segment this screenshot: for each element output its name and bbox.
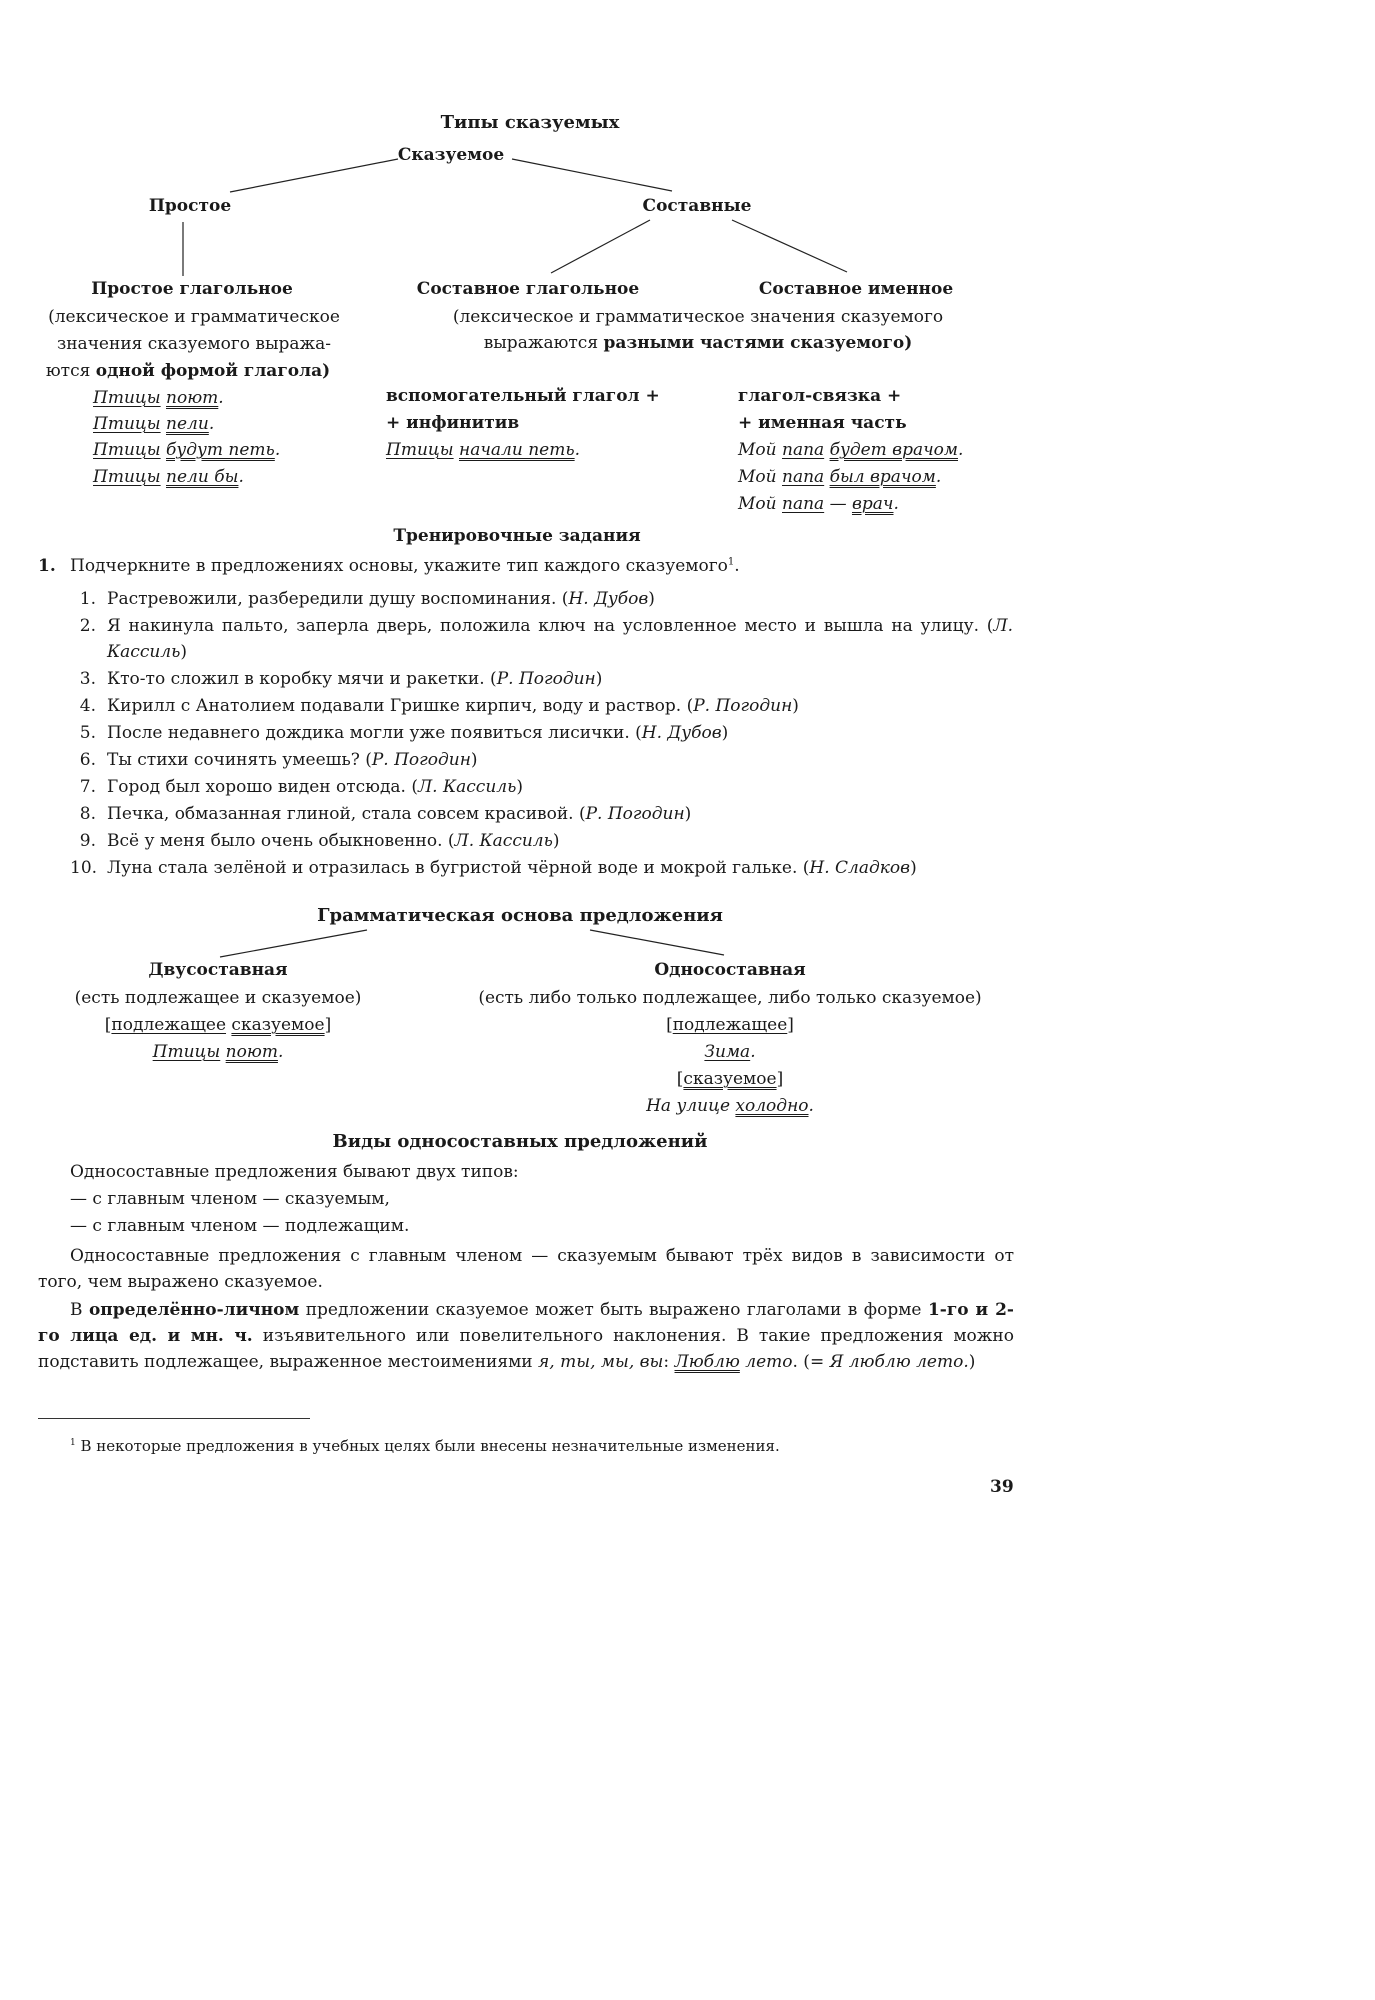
compound-nominal-example-1 <box>738 440 963 460</box>
item-close: ) <box>595 669 603 689</box>
compound-nominal-example-3 <box>738 494 899 514</box>
example-predicate: поют <box>225 1042 278 1062</box>
item-sentence: Печка, обмазанная глиной, стала совсем красивой. ( <box>107 804 586 824</box>
kinds-paragraph-3 <box>38 1297 1014 1375</box>
example-subject: папа <box>782 494 825 514</box>
item-author: Н. Дубов <box>568 589 649 609</box>
footnote <box>70 1437 780 1455</box>
item-number: 1. <box>79 589 96 609</box>
example-subject: Птицы <box>93 388 161 408</box>
page-number: 39 <box>990 1477 1014 1497</box>
example-pre: Мой <box>738 440 782 460</box>
kinds-paragraph-2: Односоставные предложения с главным членом — сказуемым бывают трёх видов в зависимости от того, чем выражено сказуемое. <box>38 1246 1014 1292</box>
compound-verbal-example <box>386 440 580 460</box>
line-compound-to-verbal <box>551 220 650 273</box>
example-end: . <box>893 494 899 514</box>
one-part-formula-subject <box>666 1015 794 1035</box>
example-end: . <box>750 1042 756 1062</box>
item-number: 7. <box>79 777 96 797</box>
item-sentence: Я накинула пальто, заперла дверь, положила ключ на условленное место и вышла на улицу. ( <box>107 616 994 636</box>
kinds-dash-item-2: — с главным членом — подлежащим. <box>70 1216 410 1236</box>
two-part-example <box>153 1042 284 1062</box>
example-predicate: был врачом <box>829 467 936 487</box>
formula-subject: подлежащее <box>111 1015 227 1035</box>
compound-verbal-formula-line1: вспомогательный глагол + <box>386 386 660 406</box>
item-number: 2. <box>79 616 96 636</box>
example-predicate: будет врачом <box>829 440 958 460</box>
item-sentence: Город был хорошо виден отсюда. ( <box>107 777 418 797</box>
node-simple: Простое <box>148 196 232 216</box>
kinds-dash-item-1: — с главным членом — сказуемым, <box>70 1189 390 1209</box>
line-basis-to-two-part <box>220 930 367 957</box>
example-subject: папа <box>782 467 825 487</box>
footnote-text: В некоторые предложения в учебных целях были внесены незначительные изменения. <box>75 1437 780 1455</box>
item-author: Л. Кассиль <box>418 777 517 797</box>
item-text <box>107 801 1013 827</box>
item-close: ) <box>648 589 655 609</box>
item-sentence: Ты стихи сочинять умеешь? ( <box>107 750 372 770</box>
one-part-example-predicate <box>646 1096 814 1116</box>
bracket-open: [ <box>666 1015 673 1035</box>
item-text <box>107 720 1013 746</box>
example-mid: — <box>824 494 852 514</box>
example-subject: Зима <box>704 1042 751 1062</box>
bracket-close: ] <box>776 1069 784 1089</box>
example-end: . <box>218 388 224 408</box>
example-end: . <box>935 467 942 487</box>
simple-example-2 <box>93 414 214 434</box>
kinds-intro: Односоставные предложения бывают двух типов: <box>70 1162 519 1182</box>
example-predicate: поют <box>166 388 219 408</box>
example-end: . <box>574 440 581 460</box>
example-end: . <box>238 467 244 487</box>
item-sentence: Растревожили, разбередили душу воспоминания. ( <box>107 589 569 609</box>
para-text: : <box>663 1352 675 1372</box>
formula-subject: подлежащее <box>672 1015 788 1035</box>
example-end: . <box>277 1042 284 1062</box>
example-equivalent: Я люблю лето. <box>829 1352 969 1372</box>
item-text <box>107 693 1013 719</box>
item-sentence: Всё у меня было очень обыкновенно. ( <box>107 831 455 851</box>
example-subject: Птицы <box>152 1042 221 1062</box>
item-text <box>107 828 1013 854</box>
item-number: 6. <box>79 750 96 770</box>
item-close: ) <box>470 750 478 770</box>
line-root-to-simple <box>230 159 398 192</box>
node-predicate: Сказуемое <box>397 145 505 165</box>
formula-predicate: сказуемое <box>683 1069 777 1089</box>
one-part-formula-predicate <box>677 1069 783 1089</box>
item-author: Н. Сладков <box>809 858 911 878</box>
item-sentence: Луна стала зелёной и отразилась в бугристой чёрной воде и мокрой гальке. ( <box>107 858 810 878</box>
example-predicate: будут петь <box>166 440 275 460</box>
item-text <box>107 666 1013 692</box>
item-author: Р. Погодин <box>371 750 471 770</box>
desc-text: выражаются <box>483 333 604 353</box>
bracket-open: [ <box>676 1069 684 1089</box>
one-part-example-subject <box>704 1042 755 1062</box>
item-author: Л. Кассиль <box>454 831 553 851</box>
item-text <box>107 586 1013 612</box>
item-close: ) <box>684 804 692 824</box>
line-basis-to-one-part <box>590 930 724 955</box>
training-title: Тренировочные задания <box>393 526 641 546</box>
node-compound-nominal: Составное именное <box>758 279 954 299</box>
para-text: . (= <box>792 1352 830 1372</box>
desc-bold: одной формой глагола) <box>95 361 331 381</box>
line-root-to-compound <box>512 159 672 191</box>
simple-example-1 <box>93 388 224 408</box>
one-part-desc: (есть либо только подлежащее, либо только сказуемое) <box>478 988 982 1008</box>
two-part-desc: (есть подлежащее и сказуемое) <box>74 988 362 1008</box>
task-text: Подчеркните в предложениях основы, укажите тип каждого сказуемого <box>70 556 728 576</box>
compound-nominal-formula-line2: + именная часть <box>738 413 907 433</box>
pronouns: я, ты, мы, вы <box>538 1352 664 1372</box>
bracket-open: [ <box>104 1015 112 1035</box>
example-subject: Птицы <box>93 414 161 434</box>
simple-verbal-desc-line1: (лексическое и грамматическое <box>48 307 340 327</box>
example-predicate: Люблю <box>674 1352 740 1372</box>
item-close: ) <box>516 777 523 797</box>
example-pre: Мой <box>738 494 782 514</box>
compound-nominal-formula-line1: глагол-связка + <box>738 386 902 406</box>
item-number: 5. <box>79 723 96 743</box>
item-number: 4. <box>79 696 96 716</box>
footnote-ref: 1 <box>727 556 735 568</box>
scheme1-title: Типы сказуемых <box>440 112 620 133</box>
task-instruction <box>70 556 740 576</box>
simple-verbal-desc-line2: значения сказуемого выража- <box>56 334 332 354</box>
item-sentence: Кирилл с Анатолием подавали Гришке кирпич, воду и раствор. ( <box>107 696 694 716</box>
item-author: Р. Погодин <box>496 669 596 689</box>
term-person-number: 1-го и 2-го лица ед. и мн. ч. <box>38 1300 1014 1346</box>
kinds-title: Виды односоставных предложений <box>332 1131 708 1152</box>
item-text <box>107 747 1013 773</box>
para-text: изъявительного или повелительного наклонения. В такие предложения можно подставить подлежащее, выраженное местоимениями <box>38 1326 1014 1372</box>
example-pre: Мой <box>738 467 782 487</box>
para-text: ) <box>968 1352 976 1372</box>
compound-desc-line2 <box>484 333 913 353</box>
term-definite-personal: определённо-личном <box>88 1300 300 1320</box>
item-sentence: После недавнего дождика могли уже появиться лисички. ( <box>107 723 642 743</box>
desc-bold: разными частями сказуемого) <box>603 333 913 353</box>
example-end: . <box>208 414 215 434</box>
para-text: В <box>70 1300 89 1320</box>
simple-example-3 <box>93 440 280 460</box>
node-compound: Составные <box>642 196 752 216</box>
example-rest: лето <box>739 1352 793 1372</box>
item-number: 8. <box>79 804 96 824</box>
compound-nominal-example-2 <box>738 467 941 487</box>
node-compound-verbal: Составное глагольное <box>416 279 640 299</box>
item-number: 10. <box>70 858 98 878</box>
simple-verbal-desc-line3 <box>46 361 330 381</box>
footnote-separator <box>38 1418 310 1419</box>
example-predicate: пели бы <box>166 467 239 487</box>
compound-desc-line1: (лексическое и грамматическое значения сказуемого <box>452 307 944 327</box>
example-subject: Птицы <box>93 440 161 460</box>
example-predicate: пели <box>166 414 209 434</box>
item-number: 3. <box>79 669 96 689</box>
item-author: Р. Погодин <box>585 804 685 824</box>
item-text <box>107 774 1013 800</box>
example-end: . <box>958 440 964 460</box>
simple-example-4 <box>93 467 244 487</box>
item-author: Н. Дубов <box>641 723 722 743</box>
item-author: Р. Погодин <box>693 696 793 716</box>
item-close: ) <box>180 642 188 662</box>
node-one-part: Односоставная <box>654 960 806 980</box>
example-predicate: врач <box>851 494 894 514</box>
item-author: Л. Кассиль <box>107 616 1013 662</box>
example-end: . <box>808 1096 814 1116</box>
compound-verbal-formula-line2: + инфинитив <box>386 413 520 433</box>
task-end: . <box>734 556 740 576</box>
para-text: предложении сказуемое может быть выражено глаголами в форме <box>299 1300 928 1320</box>
footnote-mark: 1 <box>70 1438 76 1448</box>
formula-predicate: сказуемое <box>231 1015 325 1035</box>
line-compound-to-nominal <box>732 220 847 272</box>
example-subject: Птицы <box>386 440 454 460</box>
example-subject: папа <box>782 440 825 460</box>
item-close: ) <box>552 831 560 851</box>
item-close: ) <box>792 696 799 716</box>
node-simple-verbal: Простое глагольное <box>91 279 293 299</box>
item-text <box>107 855 1013 881</box>
example-end: . <box>274 440 281 460</box>
bracket-close: ] <box>787 1015 794 1035</box>
bracket-close: ] <box>324 1015 332 1035</box>
example-predicate: холодно <box>735 1096 809 1116</box>
item-text <box>107 613 1013 665</box>
example-pre: На улице <box>646 1096 736 1116</box>
item-number: 9. <box>79 831 96 851</box>
example-subject: Птицы <box>93 467 161 487</box>
item-close: ) <box>910 858 917 878</box>
item-sentence: Кто-то сложил в коробку мячи и ракетки. ( <box>107 669 497 689</box>
two-part-formula <box>105 1015 331 1035</box>
node-two-part: Двусоставная <box>148 960 288 980</box>
scheme2-title: Грамматическая основа предложения <box>317 905 723 926</box>
example-predicate: начали петь <box>459 440 575 460</box>
task-number: 1. <box>38 556 56 576</box>
item-close: ) <box>721 723 729 743</box>
desc-text: ются <box>45 361 96 381</box>
